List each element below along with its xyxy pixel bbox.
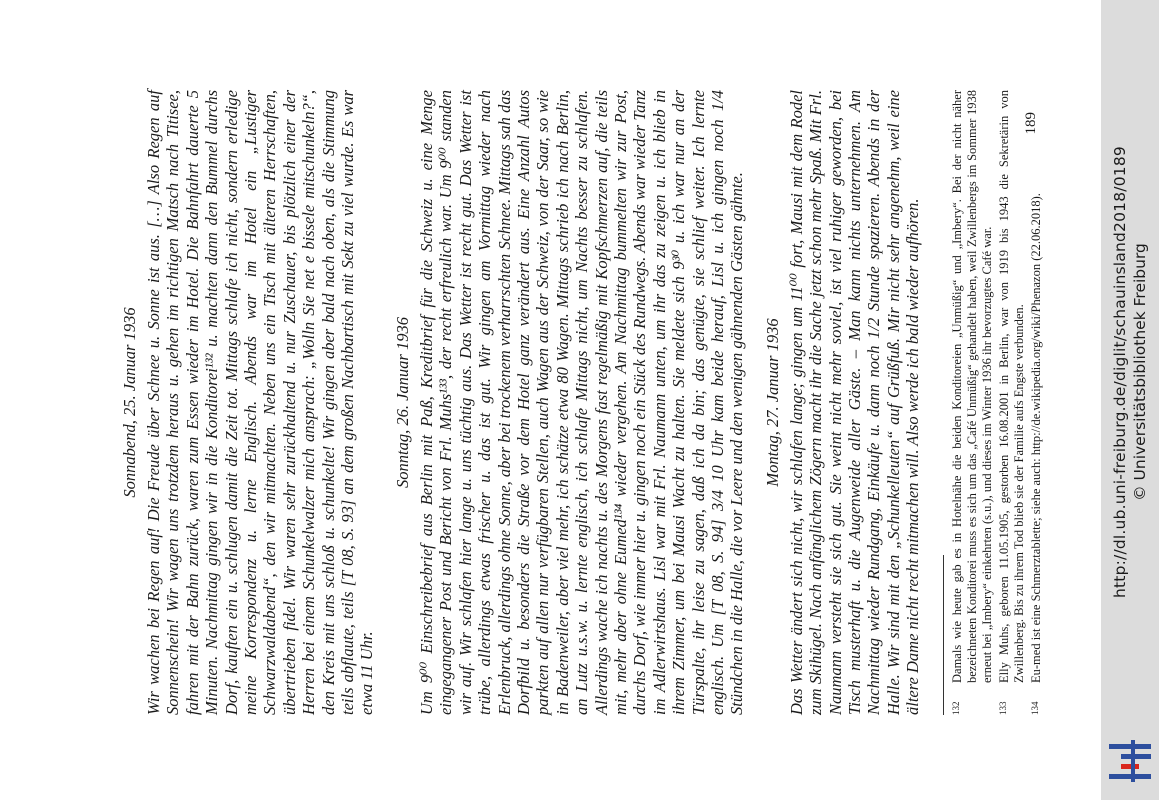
footnotes: [943, 90, 1044, 715]
entry-body: Das Wetter ändert sich nicht, wir schlafen lange; gingen um 11⁰⁰ fort, Mausi mit dem Rodel zum Skihügel. Nach anfänglichem Zögern macht ihr die Sache jetzt schon mehr Spaß. Mit Frl. Naumann versteht sie sich gut. Sie weint nicht mehr soviel, ist viel ruhiger geworden, bei Tisch musterhaft u. die Augenweide aller Gäste. – Man kann nichts unternehmen. Am Nachmittag wieder Rundgang, Einkäufe u. dann noch 1/2 Stunde spazieren. Abends in der Halle. Wir sind mit den „Schunkelleuten“ auf Grüßfuß. Mir nicht sehr angenehm, weil eine ältere Dame nicht recht mitmachen will. Also werde ich bald wieder aufhören.: [786, 90, 923, 715]
ub-freiburg-logo-icon: [1109, 740, 1151, 782]
footnote-divider: [943, 555, 944, 715]
diary-entry-3: [763, 90, 923, 715]
diary-entry-2: [393, 90, 747, 715]
entry-body: Um 9⁰⁰ Einschreibebrief aus Berlin mit Paß, Kreditbrief für die Schweiz u. eine Menge eingegangener Post und Bericht von Frl. Muhs¹³³, der recht erfreulich war. Um 9⁰⁰ standen wir auf. Wir schlafen hier lange u. uns tüchtig aus. Das Wetter ist recht gut. Das Wetter ist trübe, allerdings etwas frischer u. das ist gut. Wir gingen am Vormittag wieder nach Erlenbruck, allerdings ohne Sonne, aber bei trockenem verharrschten Schnee. Mittags sah das Dorfbild u. besonders die Straße vor dem Hotel ganz verändert aus. Eine Anzahl Autos parkten auf allen nur verfügbaren Stellen, auch Wagen aus der Schweiz, von der Saar, so wie in Badenweiler, aber viel mehr, ich schätze etwa 80 Wagen. Mittags schrieb ich nach Berlin, an Lutz u.s.w. u. lernte englisch, ich schlafe Mittags nicht, um Nachts besser zu schlafen. Allerdings wache ich nachts u. des Morgens fast regelmäßig mit Kopfschmerzen auf, die teils mit, mehr aber ohne Eumed¹³⁴ wieder vergehen. Am Nachmittag bummelten wir zur Post, durchs Dorf, wie immer hier u. gingen noch ein Stück des Rundwegs. Abends war wieder Tanz im Adlerwirtshaus. Lisl war mit Frl. Naumann unten, um ihr das zu zeigen u. ich blieb in ihrem Zimmer, um bei Mausi Wacht zu halten. Sie meldete sich 9³⁰ u. ich war nur an der Türspalte, ihr leise zu sagen, daß ich da bin; das genügte, sie schlief weiter. Ich lernte englisch. Um [T 08, S. 94] 3/4 10 Uhr kam beide herauf, Lisl u. ich gingen noch 1/4 Stündchen in die Halle, die vor Leere und den wenigen gähnenden Gästen gähnte.: [416, 90, 747, 715]
logo-bar-blue-bottom: [1109, 774, 1151, 779]
logo-bar-red: [1121, 764, 1139, 769]
entry-heading: Sonnabend, 25. Januar 1936: [120, 307, 139, 498]
footnote-number: 133: [997, 701, 1008, 715]
page-number: 189: [1023, 112, 1039, 135]
sidebar-text-block: [1110, 2, 1150, 742]
entry-body: Wir wachen bei Regen auf! Die Freude über Schnee u. Sonne ist aus. […] Also Regen auf Sonnenschein! Wir wagen uns trotzdem heraus u. gehen im richtigen Matsch nach Titisee, fahren mit der Bahn zurück, waren zum Essen wieder im Hotel. Die Bahnfahrt dauerte 5 Minuten. Nachmittag gingen wir in die Konditorei¹³² u. machten dann den Bummel durchs Dorf, kauften ein u. schlugen damit die Zeit tot. Mittags schlafe ich nicht, sondern erledige meine Korrespondenz u. lerne Englisch. Abends war im Hotel ein „Lustiger Schwarzwaldabend“, den wir mitmachten. Neben uns ein Tisch mit älteren Herrschaften, übertrieben fidel. Wir waren sehr zurückhaltend u. nur Zuschauer, bis plötzlich einer der Herren bei einem Schunkelwalzer mich ansprach: „Wolln Sie net e bissele mitschunkeln?“, den Kreis mit uns schloß u. schunkelte! Wir gingen aber bald nach oben, als die Stimmung teils abflaute, teils [T 08, S. 93] an dem großen Nachbartisch mit Sekt zu viel wurde. Es war etwa 11 Uhr.: [144, 90, 377, 715]
rotated-page: [50, 40, 1050, 760]
logo-bar-blue-mid: [1121, 754, 1151, 759]
footnote-text: Eu-med ist eine Schmerztablette; siehe auch: http://de.wikipedia.org/wiki/Phenazon (22.06.2018).: [1028, 193, 1043, 683]
diary-entry-1: [120, 90, 377, 715]
permalink-url[interactable]: http://dl.ub.uni-freiburg.de/diglit/schauinsland2018/0189: [1111, 146, 1129, 598]
logo-bar-blue-top: [1109, 744, 1151, 749]
logo-stem: [1131, 740, 1135, 782]
copyright-notice: © Universitätsbibliothek Freiburg: [1131, 243, 1149, 501]
footnote-133: [997, 90, 1027, 715]
footnote-number: 132: [950, 701, 961, 715]
footnote-number: 134: [1029, 701, 1040, 715]
footnote-text: Damals wie heute gab es in Hotelnähe die beiden Konditoreien „Unmüßig“ und „Imbery“. Bei der nicht näher bezeichneten Konditorei muss es sich um das „Café Unmüßig“ gehandelt haben, weil Zwillenbergs im Sommer 1938 erneut bei „Imbery“ einkehrten (s.u.), und dieses im Winter 1936 ihr bevorzugtes Café war.: [949, 90, 994, 683]
library-sidebar: [1101, 0, 1159, 800]
footnote-text: Elly Muhs, geboren 11.05.1905, gestorben 16.08.2001 in Berlin, war von 1919 bis 1943 die Sekretärin von Zwillenberg. Bis zu ihrem Tod blieb sie der Familie aufs Engste verbunden.: [996, 90, 1026, 683]
entry-heading: Montag, 27. Januar 1936: [762, 318, 782, 487]
footnote-132: [950, 90, 995, 715]
entry-heading: Sonntag, 26. Januar 1936: [392, 317, 412, 488]
footnote-134: [1029, 90, 1044, 715]
